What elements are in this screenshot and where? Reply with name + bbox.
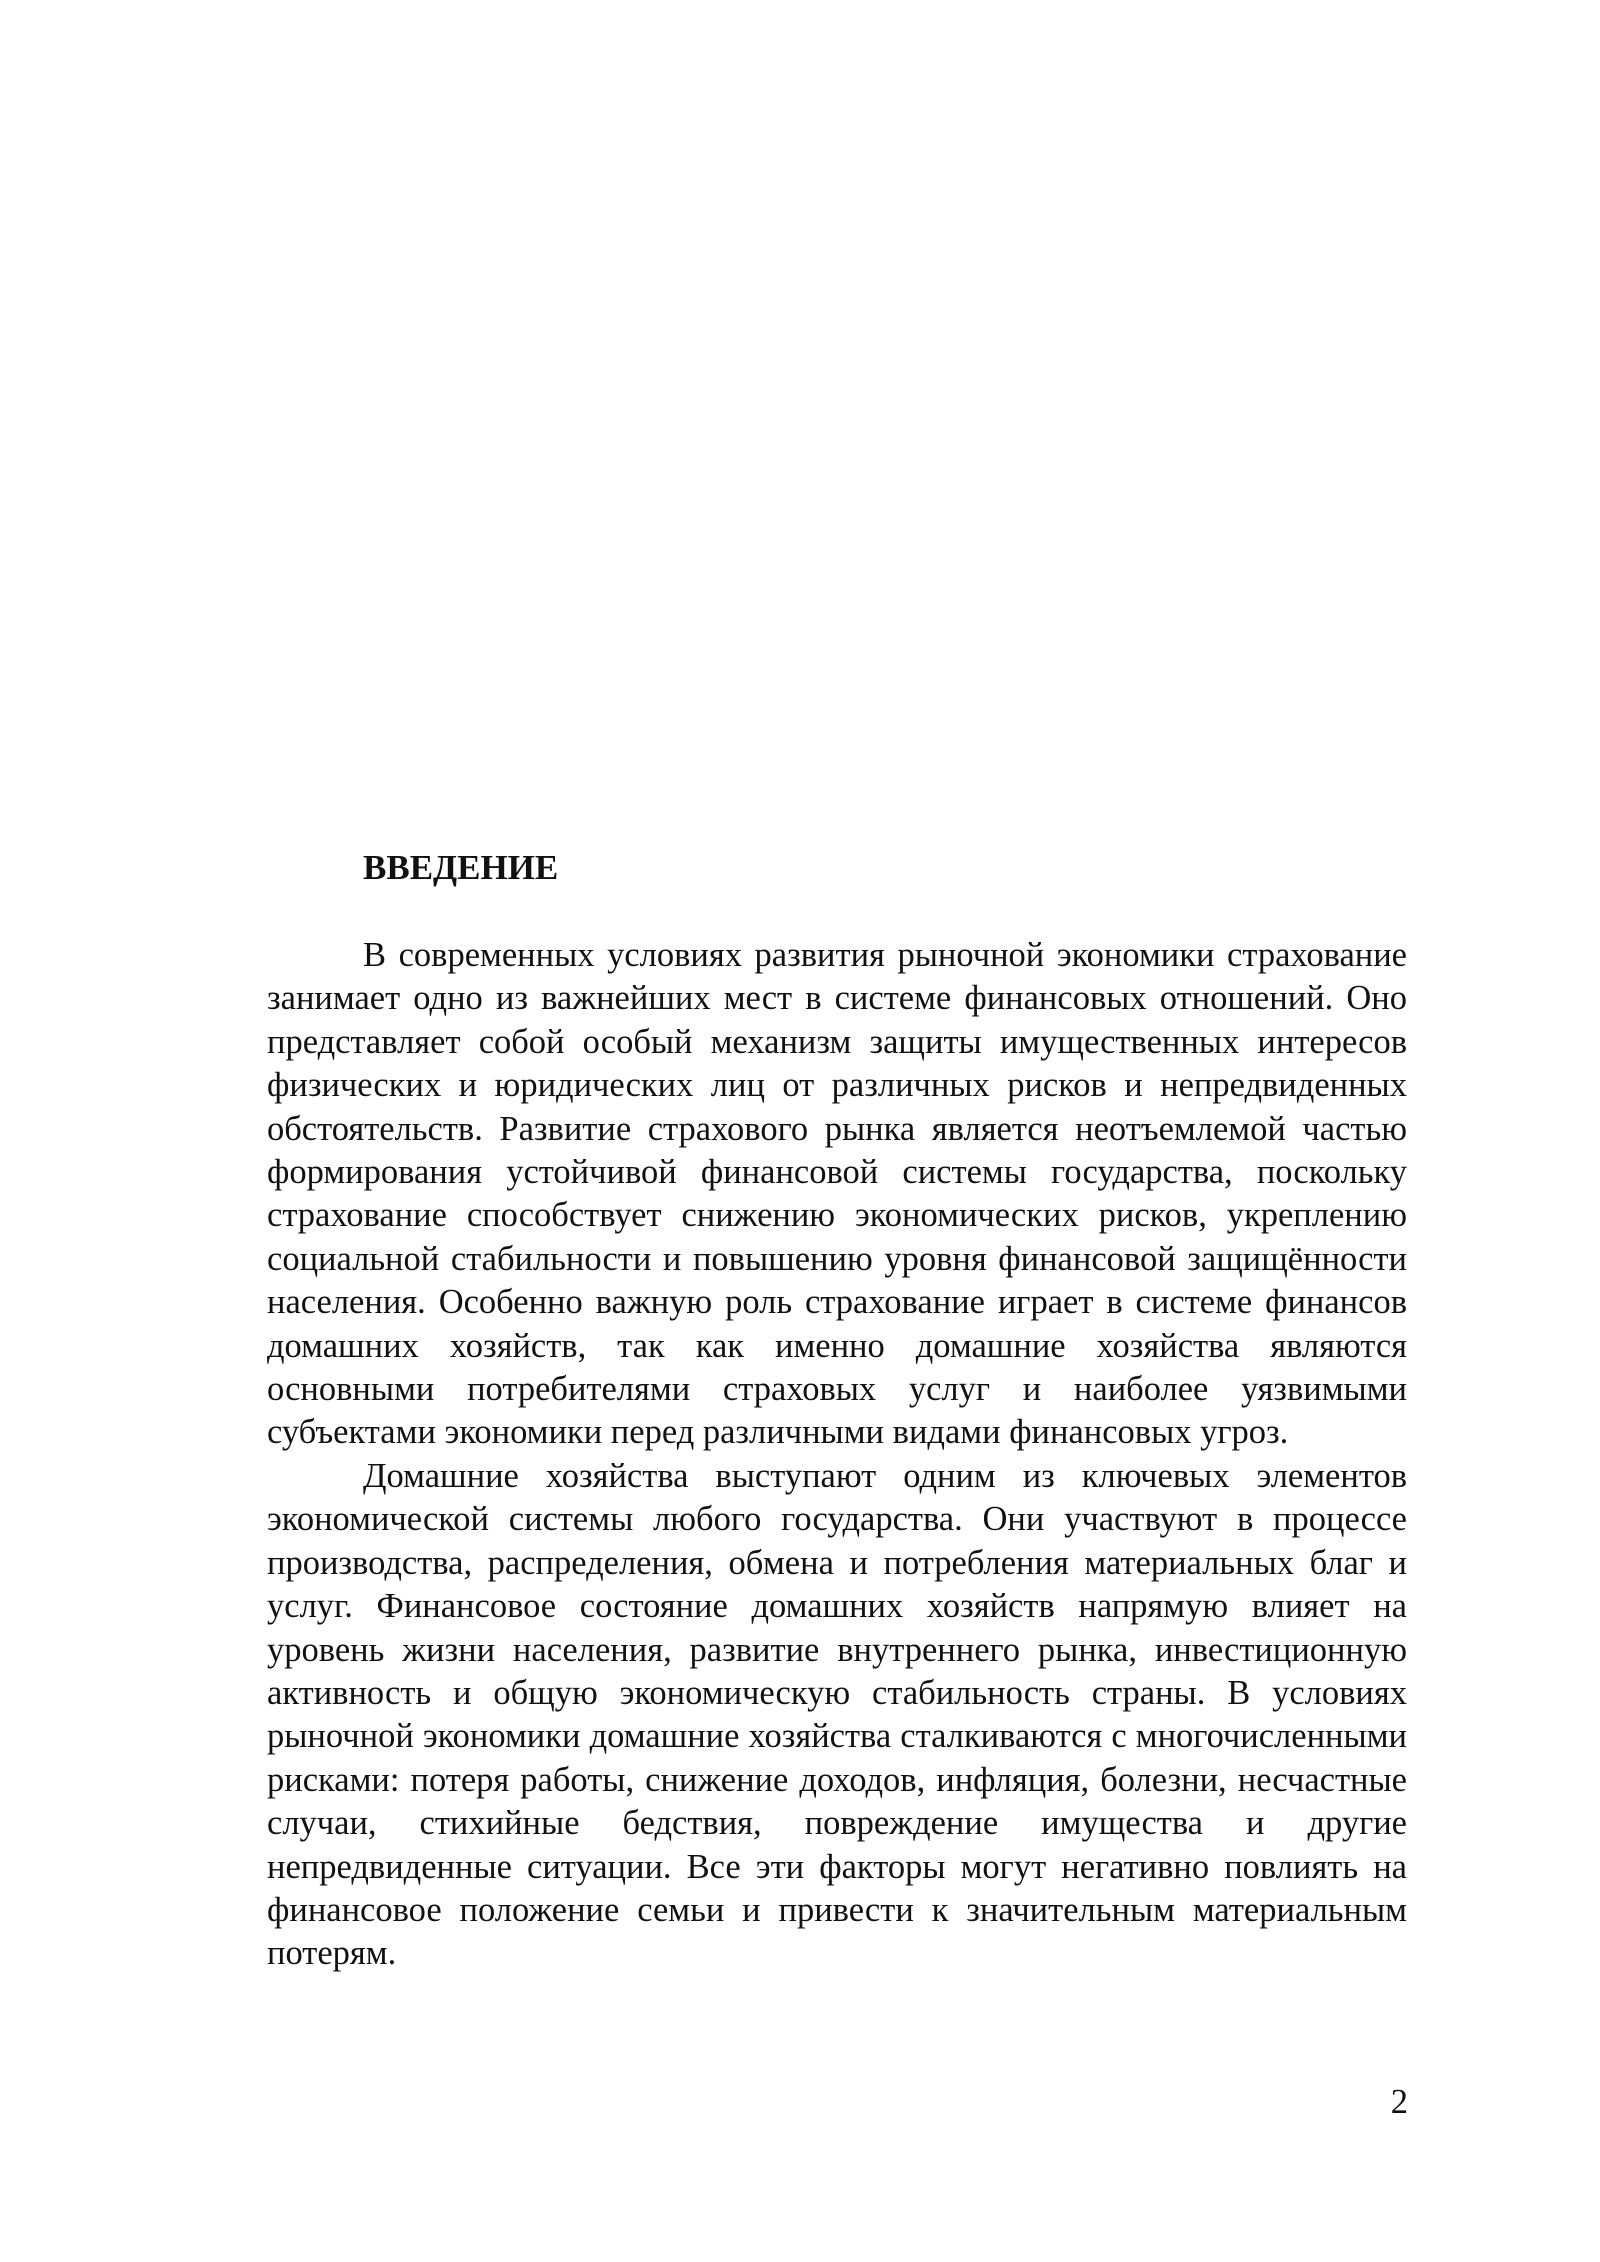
page-number: 2 — [1390, 2083, 1408, 2121]
section-heading: ВВЕДЕНИЕ — [363, 848, 559, 887]
paragraph-2: Домашние хозяйства выступают одним из ключевых элементов экономической системы любого государства. Они участвуют в процессе производства, распределения, обмена и потребления материальных благ и услуг. Финансовое состояние домашних хозяйств напрямую влияет на уровень жизни населения, развитие внутреннего рынка, инвестиционную активность и общую экономическую стабильность страны. В условиях рыночной экономики домашние хозяйства сталкиваются с многочисленными рисками: потеря работы, снижение доходов, инфляция, болезни, несчастные случаи, стихийные бедствия, повреждение имущества и другие непредвиденные ситуации. Все эти факторы могут негативно повлиять на финансовое положение семьи и привести к значительным материальным потерям. — [267, 1456, 1407, 1973]
body-text — [267, 934, 1407, 1976]
paragraph-1: В современных условиях развития рыночной экономики страхование занимает одно из важнейших мест в системе финансовых отношений. Оно представляет собой особый механизм защиты имущественных интересов физических и юридических лиц от различных рисков и непредвиденных обстоятельств. Развитие страхового рынка является неотъемлемой частью формирования устойчивой финансовой системы государства, поскольку страхование способствует снижению экономических рисков, укреплению социальной стабильности и повышению уровня финансовой защищённости населения. Особенно важную роль страхование играет в системе финансов домашних хозяйств, так как именно домашние хозяйства являются основными потребителями страховых услуг и наиболее уязвимыми субъектами экономики перед различными видами финансовых угроз. — [267, 936, 1407, 1452]
